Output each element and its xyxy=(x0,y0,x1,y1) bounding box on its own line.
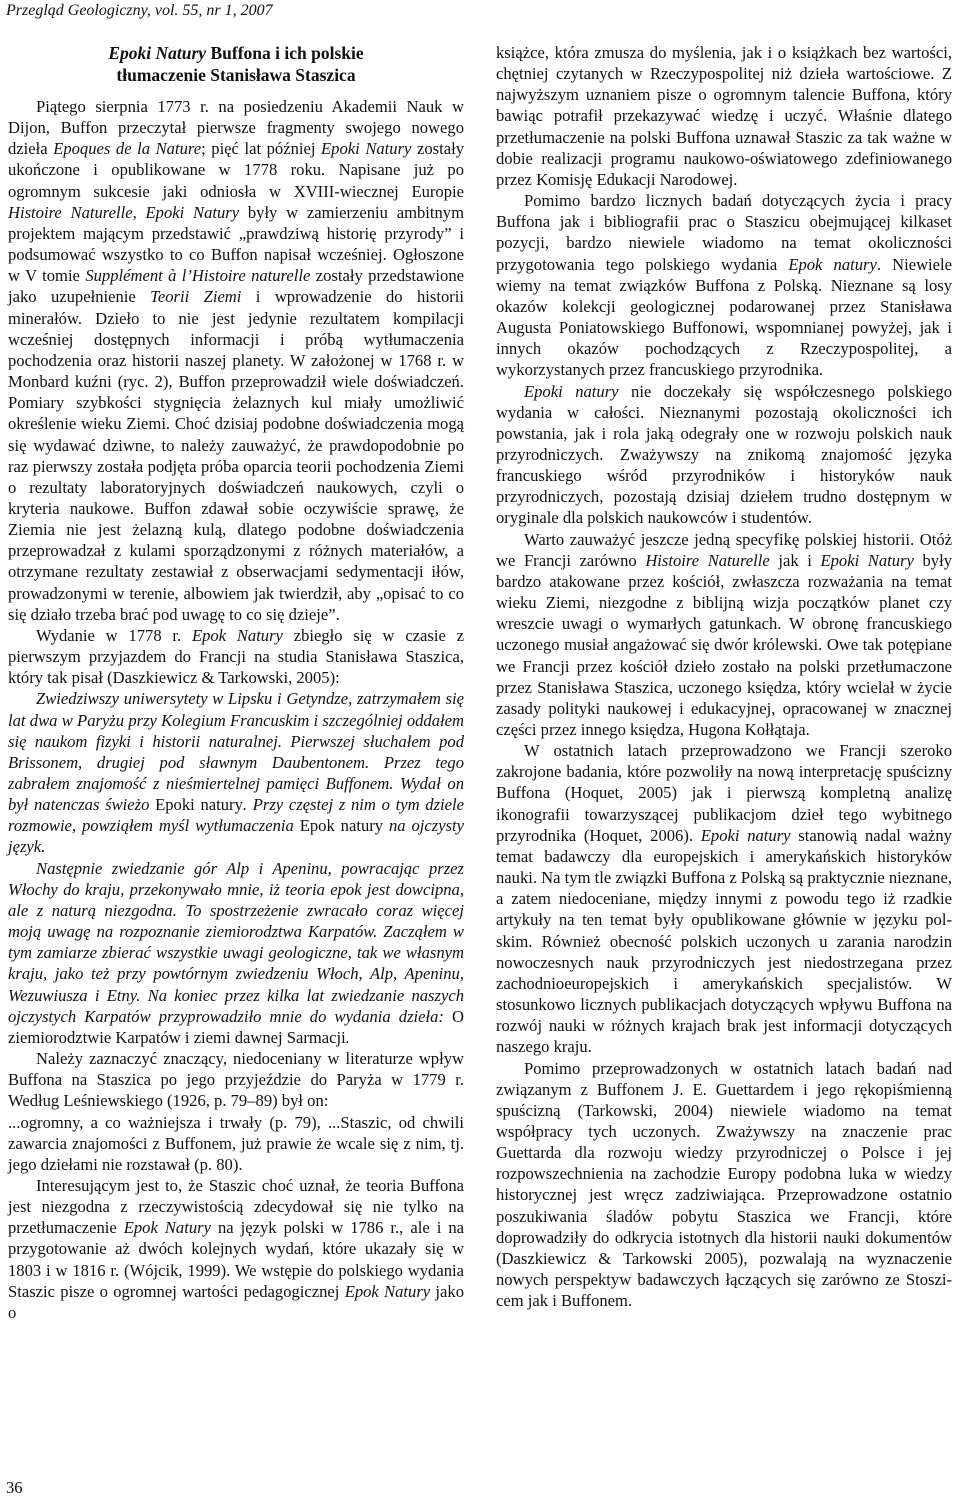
paragraph-left-2 xyxy=(8,625,464,688)
article-title-line-1 xyxy=(8,42,464,64)
text-run: zostały ukończone i opublikowane w 1778 roku. Napisane już po ogromnym sukcesie jaki odniosła w XVIII-wiecznej Europie xyxy=(8,139,464,201)
paragraph-right-5: Pomimo przeprowadzonych w ostatnich latach badań nad związanym z Buffonem J. E. Guettardem i jego rękopiśmienną spuścizną (Tarkowski, 2004) niewiele wiadomo na temat współpracy tych uczonych. Zważywszy na znaczenie prac Guettarda dla rozwoju wiedzy przyrodniczej o Polsce i jej rozpowszechnienia na zachodzie Europy podobna luka w wiedzy historycznej jest wręcz zadziwiająca. Przeprowadzone ostatnio poszukiwania śladów pobytu Staszica we Francji, które doprowadziły do odkrycia istotnych dla historii nauki dokumentów (Daszkiewicz & Tarkowski 2005), pozwalają na wyznaczenie nowych perspektyw badawczych łączących się zarówno ze Stoszicem jak i Buffonem. xyxy=(496,1058,952,1311)
text-run: stanowią nadal ważny temat badawczy dla europejskich i amerykańskich historyków nauki. Na tym tle związki Buffona z Polską są praktycznie nieznane, a zatem niedoceniane, między innymi z powodu tego iż rzadkie artykuły na ten temat były opublikowane głównie w języku polskim. Również obecność polskich uczonych u zarania narodzin nowoczesnych nauk przyrodniczych jest niedostrzegana przez zachodnioeuropejskich i amerykańskich specjalistów. W stosunkowo licznych publikacjach dotyczących wpływu Buffona na rozwój nauki w różnych krajach brak jest informacji dotyczących naszego kraju. xyxy=(496,825,952,1057)
italic-title: Epoki Natury xyxy=(321,139,412,159)
text-run: jako o xyxy=(8,1281,464,1322)
quote-3: ...ogromny, a co ważniejsza i trwały (p. 79), ...Staszic, od chwili zawarcia znajomości z Buffonem, już prawie że wcale się z nim, tj. jego dziełami nie rozstawał (p. 80). xyxy=(8,1112,464,1174)
paragraph-right-3 xyxy=(496,529,952,741)
paragraph-right-2 xyxy=(496,381,952,529)
article-title-line-2: tłumaczenie Stanisława Staszica xyxy=(116,65,356,85)
paragraph-left-5 xyxy=(8,1175,464,1323)
text-run: były w zamierzeniu ambitnym projektem mającym przedstawić „prawdziwą historię przyrody” i podsumować wszystko to co Buffon napisał wcześniej. Ogłoszone w V tomie xyxy=(8,202,464,286)
text-run: . xyxy=(345,1027,350,1047)
quote-2 xyxy=(8,858,464,1048)
article-title xyxy=(8,42,464,86)
text-run: jak i xyxy=(769,550,821,570)
title-italic-part: Epoki Natury xyxy=(108,43,207,63)
right-column xyxy=(496,42,952,1311)
text-run: . Przy częstej z nim o tym dziele rozmowie, powziąłem myśl wytłumaczenia xyxy=(8,795,464,836)
roman-title: Epok natury xyxy=(299,816,384,836)
text-run: ; pięć lat później xyxy=(201,139,322,159)
paragraph-left-3: Należy zaznaczyć znaczący, niedoceniany w literaturze wpływ Buffona na Staszica po jego przyjeździe do Paryża w 1779 r. Według Leśniewskiego (1926, p. 79–89) był on: xyxy=(8,1049,464,1111)
text-run: zbiegło się w czasie z pierwszym przyjazdem do Francji na studia Stanisława Staszica, który tak pisał (Daszkiewicz & Tarkowski, 2005): xyxy=(8,625,464,688)
roman-title: O ziemiorodztwie Karpatów i ziemi dawnej Sarmacji xyxy=(8,1006,464,1047)
italic-title: Epok Natury xyxy=(123,1218,211,1238)
italic-title: Histoire Naturelle xyxy=(8,202,133,222)
text-run: . Niewiele wiemy na temat związków Buffona z Polską. Nieznane są losy okazów kolekcji geologicznej podarowanej przez Stanisława Augusta Poniatowskiego Buffonowi, wspomnianej powyżej, jak i innych okazów pochodzących z Rzeczypospolitej, a wykorzystanych przez francuskiego przyrodnika. xyxy=(496,254,952,380)
text-run: zostały przedstawione jako uzupełnienie xyxy=(8,266,464,307)
text-run: na ojczysty język. xyxy=(8,816,464,857)
text-run: Piątego sierpnia 1773 r. na posiedzeniu Akademii Nauk w Dijon, Buffon przeczytał pierwsze fragmenty swojego nowego dzieła xyxy=(8,97,464,159)
text-run: Warto zauważyć jeszcze jedną specyfikę polskiej historii. Otóż we Francji zarówno xyxy=(496,529,952,570)
text-run: W ostatnich latach przeprowadzono we Francji szeroko zakrojone badania, które pozwoliły na nową interpretację spuścizny Buffona (Hoquet, 2005) jak i pierwszą kompletną analizę ikonografii towarzyszącej publikacjom dzieł tego wybitnego przyrodnika (Hoquet, 2006). xyxy=(496,741,952,845)
italic-title: Epoki natury xyxy=(700,825,791,845)
left-column xyxy=(8,42,464,1323)
text-run: na język polski w 1786 r., ale i na przygotowanie aż dwóch kolejnych wydań, które ukazały się w 1803 i w 1816 r. (Wójcik, 1999). We wstępie do polskiego wydania Staszic pisze o ogromnej wartości pedagogicznej xyxy=(8,1218,464,1301)
italic-title: Teorii Ziemi xyxy=(150,287,242,307)
running-head: Przegląd Geologiczny, vol. 55, nr 1, 2007 xyxy=(6,2,273,19)
title-rest-part: Buffona i ich polskie xyxy=(206,43,364,63)
paragraph-right-1 xyxy=(496,190,952,380)
italic-title: Epok Natury xyxy=(344,1281,431,1301)
text-run: nie doczekały się współczesnego polskiego wydania w całości. Nieznanymi pozostają okoliczności ich powstania, jak i rola jaką odegrały one w rozwoju polskich nauk przyrodniczych. Zważywszy na znikomą znajomość języka francuskiego wśród przyrodników i historyków nauk przyrodniczych, pozostają dzisiaj dziełem trudno dostępnym w oryginale dla polskich naukowców i studentów. xyxy=(496,381,953,528)
paragraph-right-0: książce, która zmusza do myślenia, jak i o książkach bez wartości, chętniej czytanych w Rzeczypospolitej niż dzieła wartościowe. Z najwyższym uznaniem pisze o ogromnym talencie Buffona, który bawiąc potrafił przekazywać wiedzę i uczyć. Właśnie dlatego przetłumaczenie na polski Buffona uznawał Staszic za tak ważne w dobie realizacji programu naukowo-oświatowego zdefiniowanego przez Komisję Edukacji Narodowej. xyxy=(496,43,952,189)
paragraph-left-1 xyxy=(8,96,464,625)
italic-title: Epok Natury xyxy=(191,625,283,645)
text-run: Interesującym jest to, że Staszic choć uznał, że teoria Buffona jest niezgodna z rzeczywistością zdecydował się nie tylko na przetłumaczenie xyxy=(8,1175,464,1238)
italic-title: Epoki Natury xyxy=(820,550,914,570)
italic-title: Histoire Naturelle xyxy=(645,550,770,570)
quote-1 xyxy=(8,688,464,857)
paragraph-right-4 xyxy=(496,740,952,1057)
italic-title: Epoki Natury xyxy=(145,202,240,222)
text-run: , xyxy=(132,202,146,222)
italic-title: Epok natury xyxy=(788,254,877,274)
roman-title: Epoki natury xyxy=(155,795,243,815)
text-run: Następnie zwiedzanie gór Alp i Apeninu, powracając przez Włochy do kraju, przekonywało mnie, iż teoria epok jest dowcipna, ale z naturą niezgodna. To spostrzeżenie zwracało coraz więcej moją uwagę na rozpoznanie ziemiorodztwa Karpatów. Zacząłem w tym zamiarze zbierać wszystkie uwagi geologiczne, tak we własnym kraju, jako też przy powtórnym zwiedzeniu Włoch, Alp, Apeninu, Wezuwiusza i Etny. Na koniec przez kilka lat zwiedzanie naszych ojczystych Karpatów przyprowadziło mnie do wydania dzieła: xyxy=(8,858,464,1026)
italic-title: Supplément à l’Histoire naturelle xyxy=(85,266,311,286)
text-run: Zwiedziwszy uniwersytety w Lipsku i Getyndze, zatrzymałem się lat dwa w Paryżu przy Kolegium Francuskim i szczególniej oddałem się naukom fizyki i historii naturalnej. Pierwszej słuchałem pod Brissonem, drugiej pod sławnym Daubentonem. Przez tego zabrałem znajomość z nieśmiertelnej pamięci Buffonem. Wydał on był natenczas świeżo xyxy=(8,689,464,815)
text-run: były bardzo atakowane przez kościół, zwłaszcza rozważania na temat wieku Ziemi, niezgodne z biblijną wizja początków planet czy wreszcie uwagi o wymarłych gatunkach. W obronę francuskiego uczonego musiał angażować się dwór królewski. Owe tak potępiane we Francji przez kościół dzieło zostało na polski przetłumaczone przez Stanisława Staszica, uczonego księdza, który wcielał w życie zasady polityki naukowej i edukacyjnej, opracowanej w znacznej części przez innego księdza, Hugona Kołłątaja. xyxy=(496,550,952,739)
text-run: i wprowadzenie do historii minerałów. Dzieło to nie jest jedynie rezultatem kompilacji wcześniej dostępnych informacji i próbą wytłumaczenia pochodzenia oraz historii naszej planety. W założonej w 1768 r. w Monbard kuźni (ryc. 2), Buffon przeprowadził wiele doświadczeń. Pomiary szybkości stygnięcia żelaznych kul miały umożliwić określenie wieku Ziemi. Choć dzisiaj podobne doświadczenia mogą się wydawać dziwne, to należy zauważyć, że prawdopodobnie po raz pierwszy została podjęta próba oparcia teorii pochodzenia Ziemi o rezultaty laboratoryjnych doświadczeń naukowych, czyli o kryteria naukowe. Buffon zdawał sobie oczywiście sprawę, że Ziemia nie jest żelazną kulą, dlatego podobne doświadczenia przeprowadzał z kulami sporządzonymi z różnych materiałów, a otrzymane rezultaty zestawiał z obserwacjami sedymentacji iłów, prowadzonymi w terenie, albowiem jak twierdził, aby „opisać to co się działo trzeba brać pod uwagę to co się dzieje”. xyxy=(8,287,464,624)
text-run: Pomimo bardzo licznych badań dotyczących życia i pracy Buffona jak i bibliografii prac o Staszicu obejmującej kilkaset pozycji, bardzo niewiele wiadomo na temat okoliczności przygotowania tego polskiego wydania xyxy=(496,191,952,274)
page-number: 36 xyxy=(6,1478,23,1497)
italic-title: Epoki natury xyxy=(524,381,619,401)
text-run: Wydanie w 1778 r. xyxy=(36,625,192,645)
italic-title: Epoques de la Nature xyxy=(53,139,202,159)
